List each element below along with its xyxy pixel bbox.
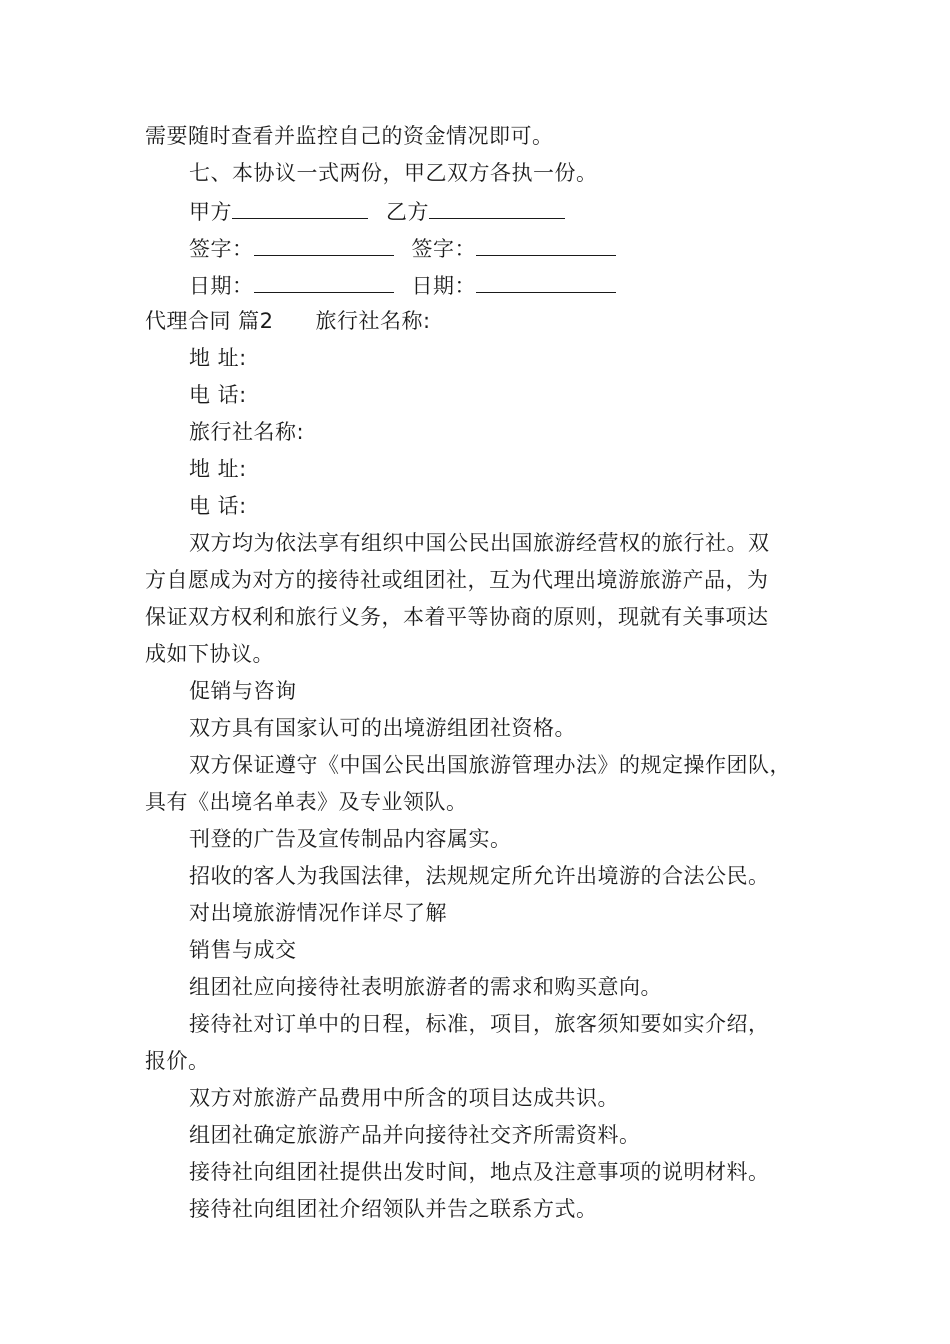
paragraph-line: 双方保证遵守《中国公民出国旅游管理办法》的规定操作团队， <box>189 753 791 777</box>
text-line: 招收的客人为我国法律，法规规定所允许出境游的合法公民。 <box>189 864 770 888</box>
subheading: 促销与咨询 <box>189 679 297 703</box>
sign-blank-b <box>476 229 616 256</box>
party-signature-row <box>145 192 825 229</box>
date-blank-b <box>476 266 616 293</box>
text-line: 地 址: <box>189 457 247 481</box>
party-a-blank <box>232 192 368 219</box>
text-line: 地 址: <box>189 346 247 370</box>
agency-name-label: 旅行社名称: <box>315 309 431 333</box>
text-line: 接待社向组团社介绍领队并告之联系方式。 <box>189 1197 598 1221</box>
section-title: 代理合同 篇2 <box>145 309 274 333</box>
date-label-b: 日期： <box>411 274 476 298</box>
paragraph-line: 双方均为依法享有组织中国公民出国旅游经营权的旅行社。双 <box>189 531 770 555</box>
sign-label-b: 签字： <box>411 237 476 261</box>
party-b-label: 乙方 <box>386 200 429 224</box>
paragraph-line: 具有《出境名单表》及专业领队。 <box>145 790 468 814</box>
text-line: 组团社确定旅游产品并向接待社交齐所需资料。 <box>189 1123 641 1147</box>
text-line: 组团社应向接待社表明旅游者的需求和购买意向。 <box>189 975 662 999</box>
text-line: 对出境旅游情况作详尽了解 <box>189 901 447 925</box>
sign-blank-a <box>254 229 394 256</box>
text-line: 电 话: <box>189 494 247 518</box>
text-line: 需要随时查看并监控自己的资金情况即可。 <box>145 124 554 148</box>
text-line: 双方具有国家认可的出境游组团社资格。 <box>189 716 576 740</box>
text-line: 接待社向组团社提供出发时间，地点及注意事项的说明材料。 <box>189 1160 770 1184</box>
text-line: 双方对旅游产品费用中所含的项目达成共识。 <box>189 1086 619 1110</box>
text-line: 电 话: <box>189 383 247 407</box>
text-line: 旅行社名称: <box>189 420 305 444</box>
subheading: 销售与成交 <box>189 938 297 962</box>
party-a-label: 甲方 <box>189 200 232 224</box>
paragraph-line: 方自愿成为对方的接待社或组团社，互为代理出境游旅游产品，为 <box>145 568 769 592</box>
text-line: 七、本协议一式两份，甲乙双方各执一份。 <box>189 161 598 185</box>
date-row <box>145 266 825 303</box>
date-blank-a <box>254 266 394 293</box>
paragraph-line: 接待社对订单中的日程，标准，项目，旅客须知要如实介绍， <box>189 1012 770 1036</box>
sign-row <box>145 229 825 266</box>
paragraph-line: 成如下协议。 <box>145 642 274 666</box>
sign-label-a: 签字： <box>189 237 254 261</box>
paragraph-line: 保证双方权利和旅行义务，本着平等协商的原则，现就有关事项达 <box>145 605 769 629</box>
date-label-a: 日期： <box>189 274 254 298</box>
text-line: 刊登的广告及宣传制品内容属实。 <box>189 827 512 851</box>
document-body <box>145 118 825 1228</box>
section-heading-row <box>145 303 825 340</box>
party-b-blank <box>429 192 565 219</box>
paragraph-line: 报价。 <box>145 1049 210 1073</box>
